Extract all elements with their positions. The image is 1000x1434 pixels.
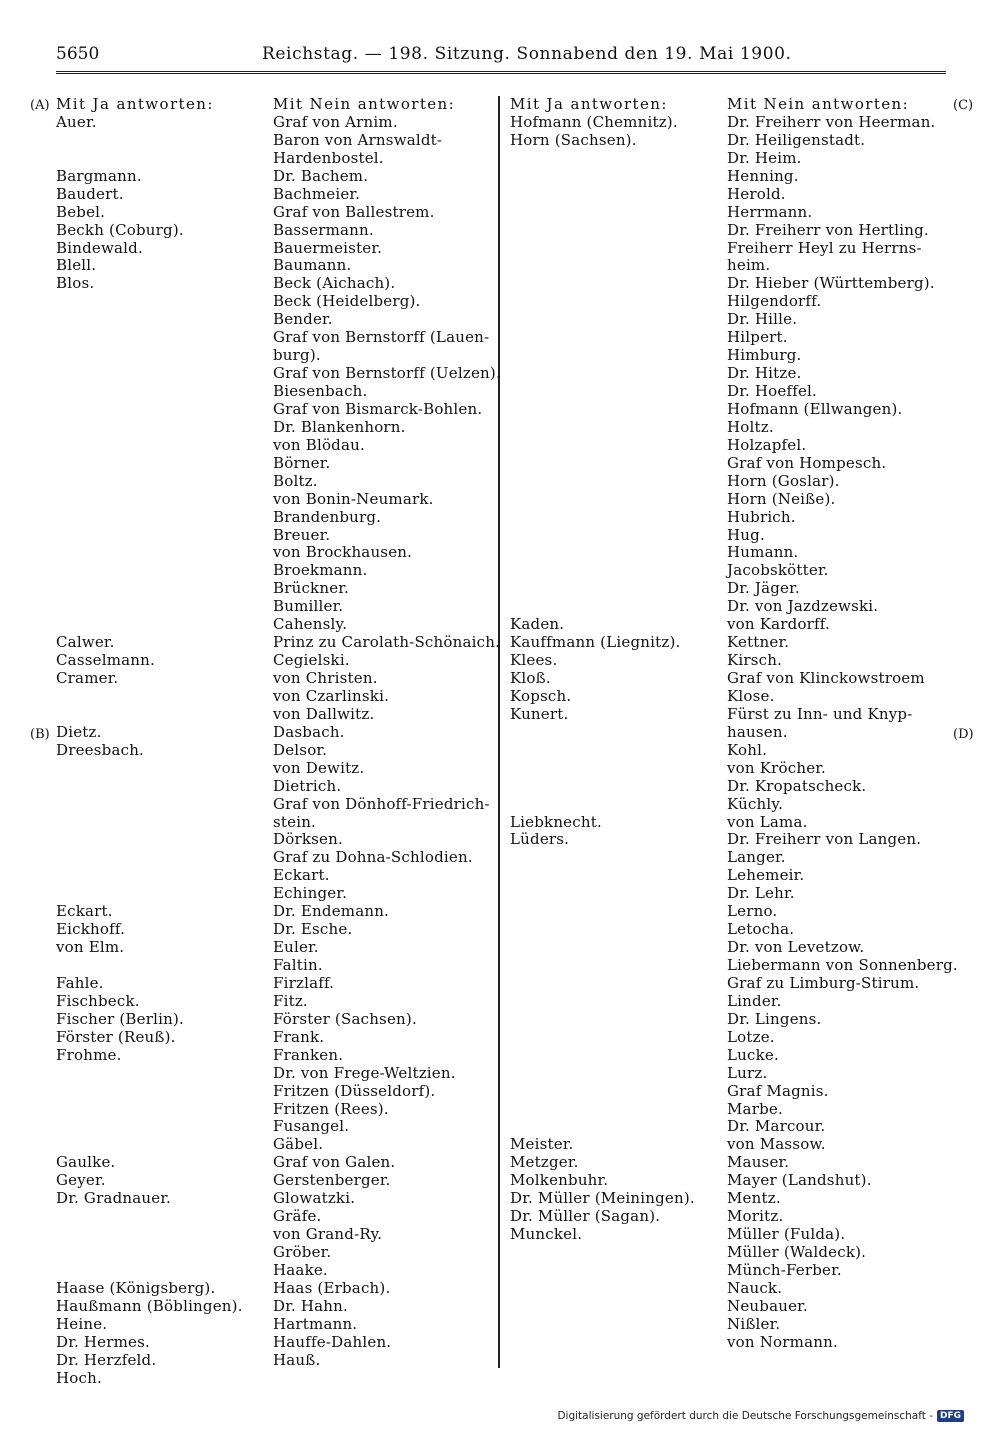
- name-entry: [56, 347, 256, 365]
- name-entry: [510, 742, 720, 760]
- name-entry: Mayer (Landshut).: [727, 1171, 872, 1190]
- name-entry: [56, 509, 256, 527]
- name-entry: [510, 1011, 720, 1029]
- name-entry: [56, 706, 256, 724]
- name-entry: Frohme.: [56, 1045, 122, 1064]
- name-entry: [510, 473, 720, 491]
- name-entry: Fürst zu Inn- und Knyp-: [727, 704, 913, 723]
- name-entry: Müller (Fulda).: [727, 1225, 846, 1244]
- name-entry: Graf von Bismarck-Bohlen.: [273, 399, 483, 418]
- name-entry: Broekmann.: [273, 561, 368, 580]
- name-entry: Eickhoff.: [56, 920, 126, 939]
- name-entry: Neubauer.: [727, 1296, 808, 1315]
- name-entry: Dietrich.: [273, 776, 342, 795]
- name-entry: Graf von Bernstorff (Lauen-: [273, 328, 490, 347]
- name-entry: [510, 778, 720, 796]
- name-entry: [510, 849, 720, 867]
- name-entry: Lehemeir.: [727, 866, 805, 885]
- name-entry: Dr. Müller (Meiningen).: [510, 1189, 695, 1208]
- name-entry: Graf von Dönhoff-Friedrich-: [273, 794, 490, 813]
- column-no-right: [727, 95, 958, 1352]
- page-title: Reichstag. — 198. Sitzung. Sonnabend den 19. Mai 1900.: [262, 44, 792, 64]
- name-entry: Letocha.: [727, 920, 795, 939]
- name-entry: von Brockhausen.: [273, 543, 413, 562]
- name-entry: Brückner.: [273, 579, 349, 598]
- name-entry: Hilgendorff.: [727, 292, 822, 311]
- name-entry: Dr. Hieber (Württemberg).: [727, 274, 935, 293]
- name-entry: Dr. Lingens.: [727, 1009, 822, 1028]
- name-entry: Lüders.: [510, 830, 570, 849]
- name-entry: Haase (Königsberg).: [56, 1278, 216, 1297]
- name-entry: [510, 957, 720, 975]
- name-entry: Graf von Bernstorff (Uelzen).: [273, 364, 501, 383]
- name-entry: Graf zu Limburg-Stirum.: [727, 973, 920, 992]
- name-entry: Bumiller.: [273, 597, 344, 616]
- name-entry: Heine.: [56, 1314, 108, 1333]
- column-heading: Mit Nein antworten:: [273, 95, 456, 113]
- name-entry: [510, 1083, 720, 1101]
- name-entry: [510, 257, 720, 275]
- name-entry: Baron von Arnswaldt-: [273, 130, 443, 149]
- footer-credit: [557, 1410, 964, 1422]
- name-entry: Lotze.: [727, 1027, 775, 1046]
- margin-mark-b: (B): [30, 727, 50, 742]
- name-entry: Bindewald.: [56, 238, 143, 257]
- name-entry: Dr. von Levetzow.: [727, 938, 865, 957]
- name-entry: Langer.: [727, 848, 786, 867]
- name-entry: Bebel.: [56, 202, 106, 221]
- name-entry: Holzapfel.: [727, 435, 807, 454]
- name-entry: Fritzen (Düsseldorf).: [273, 1081, 436, 1100]
- name-entry: Freiherr Heyl zu Herrns-: [727, 238, 922, 257]
- name-entry: Liebermann von Sonnenberg.: [727, 956, 958, 974]
- name-entry: [56, 419, 256, 437]
- name-entry: Dr. Marcour.: [727, 1117, 826, 1136]
- name-entry: Bauermeister.: [273, 238, 383, 257]
- name-entry: [510, 383, 720, 401]
- name-entry: [56, 688, 256, 706]
- name-entry: [510, 580, 720, 598]
- name-entry: Glowatzki.: [273, 1189, 356, 1208]
- name-entry: Hartmann.: [273, 1314, 358, 1333]
- name-entry: [56, 831, 256, 849]
- name-entry: Hauß.: [273, 1350, 321, 1369]
- name-entry: [56, 957, 256, 975]
- margin-mark-a: (A): [30, 98, 50, 113]
- name-entry: Fusangel.: [273, 1117, 350, 1136]
- name-entry: Dörksen.: [273, 830, 343, 849]
- name-entry: Haußmann (Böblingen).: [56, 1296, 243, 1315]
- name-entry: von Christen.: [273, 669, 378, 687]
- name-entry: Dr. Heiligenstadt.: [727, 130, 866, 149]
- name-entry: Jacobskötter.: [727, 561, 829, 580]
- name-entry: [56, 1208, 256, 1226]
- name-entry: Dr. Hille.: [727, 310, 798, 329]
- name-entry: Liebknecht.: [510, 812, 602, 831]
- name-entry: Dr. von Frege-Weltzien.: [273, 1063, 456, 1082]
- column-divider: [498, 96, 500, 1368]
- name-entry: Klees.: [510, 651, 558, 670]
- name-entry: Dr. Gradnauer.: [56, 1189, 172, 1208]
- name-entry: Humann.: [727, 543, 799, 562]
- name-entry: [510, 527, 720, 545]
- name-entry: Linder.: [727, 991, 782, 1010]
- name-entry: [56, 473, 256, 491]
- name-entry: Küchly.: [727, 794, 784, 813]
- name-entry: [56, 616, 256, 634]
- name-entry: [510, 724, 720, 742]
- column-heading: Mit Ja antworten:: [510, 95, 668, 113]
- name-entry: Gäbel.: [273, 1135, 324, 1154]
- name-entry: [510, 329, 720, 347]
- name-entry: Gaulke.: [56, 1153, 116, 1172]
- name-entry: Meister.: [510, 1135, 574, 1154]
- name-entry: Brandenburg.: [273, 507, 382, 526]
- name-entry: Bachmeier.: [273, 184, 361, 203]
- name-entry: [56, 1083, 256, 1101]
- name-entry: Lerno.: [727, 902, 778, 921]
- name-entry: Herrmann.: [727, 202, 813, 221]
- name-entry: Himburg.: [727, 346, 802, 365]
- name-entry: [56, 885, 256, 903]
- name-entry: Dr. Hoeffel.: [727, 382, 818, 400]
- name-entry: [56, 1118, 256, 1136]
- name-entry: von Kardorff.: [727, 615, 830, 634]
- name-entry: Faltin.: [273, 956, 323, 974]
- name-entry: Dr. Endemann.: [273, 902, 390, 921]
- name-entry: Fahle.: [56, 973, 104, 992]
- name-entry: [56, 598, 256, 616]
- name-entry: Herold.: [727, 184, 786, 203]
- name-entry: Förster (Reuß).: [56, 1027, 176, 1046]
- name-entry: Kloß.: [510, 669, 551, 687]
- name-entry: Dr. Lehr.: [727, 884, 795, 903]
- name-entry: [510, 509, 720, 527]
- name-entry: Delsor.: [273, 740, 328, 759]
- name-entry: Kopsch.: [510, 686, 572, 705]
- name-entry: Hardenbostel.: [273, 148, 384, 167]
- name-entry: Holtz.: [727, 417, 774, 436]
- name-entry: Dasbach.: [273, 722, 345, 741]
- name-entry: Bassermann.: [273, 220, 374, 239]
- name-entry: von Massow.: [727, 1135, 826, 1154]
- name-entry: [510, 1101, 720, 1119]
- name-entry: Graf von Ballestrem.: [273, 202, 435, 221]
- name-entry: von Czarlinski.: [273, 686, 390, 705]
- name-entry: [56, 760, 256, 778]
- name-entry: Lurz.: [727, 1063, 768, 1082]
- name-entry: Dr. Heim.: [727, 148, 802, 167]
- name-entry: Cahensly.: [273, 615, 348, 634]
- name-entry: Kauffmann (Liegnitz).: [510, 633, 681, 652]
- name-entry: [56, 383, 256, 401]
- name-entry: Lucke.: [727, 1045, 779, 1064]
- name-entry: Calwer.: [56, 633, 115, 652]
- name-entry: Dr. Herzfeld.: [56, 1350, 157, 1369]
- margin-mark-d: (D): [953, 727, 974, 742]
- name-entry: Förster (Sachsen).: [273, 1009, 417, 1028]
- name-entry: Firzlaff.: [273, 973, 335, 992]
- name-entry: Hofmann (Chemnitz).: [510, 112, 678, 131]
- name-entry: Kohl.: [727, 740, 768, 759]
- name-entry: [510, 544, 720, 562]
- name-entry: Fischbeck.: [56, 991, 140, 1010]
- dfg-logo: DFG: [937, 1410, 964, 1422]
- name-entry: Boltz.: [273, 471, 318, 490]
- name-entry: Horn (Neiße).: [727, 489, 836, 508]
- name-entry: [56, 1101, 256, 1119]
- name-entry: [510, 491, 720, 509]
- name-entry: [56, 1244, 256, 1262]
- name-entry: Kaden.: [510, 615, 565, 634]
- name-entry: [510, 222, 720, 240]
- name-entry: Dr. Freiherr von Hertling.: [727, 220, 929, 239]
- name-entry: [510, 347, 720, 365]
- name-entry: Cegielski.: [273, 651, 350, 670]
- name-entry: Dr. Hitze.: [727, 364, 802, 383]
- name-entry: [510, 150, 720, 168]
- name-entry: [510, 186, 720, 204]
- name-entry: [56, 311, 256, 329]
- name-entry: Euler.: [273, 938, 319, 957]
- name-entry: [510, 311, 720, 329]
- name-entry: Kirsch.: [727, 651, 783, 670]
- name-entry: Dr. Hermes.: [56, 1332, 150, 1351]
- name-entry: Geyer.: [56, 1171, 106, 1190]
- name-entry: Klose.: [727, 686, 775, 705]
- name-entry: Graf von Galen.: [273, 1153, 396, 1172]
- name-entry: hausen.: [727, 722, 788, 741]
- name-entry: Mentz.: [727, 1189, 781, 1208]
- name-entry: Börner.: [273, 453, 331, 472]
- name-entry: Eckart.: [273, 866, 330, 885]
- name-entry: [510, 562, 720, 580]
- name-entry: von Elm.: [56, 938, 125, 957]
- name-entry: [56, 544, 256, 562]
- name-entry: Bargmann.: [56, 166, 142, 185]
- name-entry: [56, 1136, 256, 1154]
- name-entry: [56, 527, 256, 545]
- name-entry: [510, 168, 720, 186]
- name-entry: [510, 1029, 720, 1047]
- name-entry: Dr. von Jazdzewski.: [727, 597, 879, 616]
- name-entry: Blos.: [56, 274, 95, 293]
- name-entry: von Dewitz.: [273, 758, 365, 777]
- name-entry: Graf zu Dohna-Schlodien.: [273, 848, 473, 867]
- name-entry: [510, 401, 720, 419]
- name-entry: [56, 1262, 256, 1280]
- name-entry: Beckh (Coburg).: [56, 220, 184, 239]
- name-entry: [510, 760, 720, 778]
- page-number: 5650: [56, 44, 100, 64]
- name-entry: stein.: [273, 812, 317, 831]
- name-entry: [510, 275, 720, 293]
- name-entry: Baudert.: [56, 184, 124, 203]
- name-entry: [510, 1047, 720, 1065]
- name-entry: [510, 419, 720, 437]
- name-entry: [56, 778, 256, 796]
- name-entry: Dr. Bachem.: [273, 166, 369, 185]
- name-entry: Metzger.: [510, 1153, 579, 1172]
- name-entry: [56, 293, 256, 311]
- name-entry: [56, 491, 256, 509]
- name-entry: Molkenbuhr.: [510, 1171, 609, 1190]
- name-entry: Munckel.: [510, 1225, 583, 1244]
- name-entry: Nauck.: [727, 1278, 783, 1297]
- name-entry: [510, 867, 720, 885]
- name-entry: Dr. Freiherr von Heerman.: [727, 112, 936, 131]
- name-entry: [510, 437, 720, 455]
- name-entry: Horn (Goslar).: [727, 471, 840, 490]
- name-entry: Hubrich.: [727, 507, 796, 526]
- name-entry: Moritz.: [727, 1207, 784, 1226]
- name-entry: [510, 293, 720, 311]
- name-entry: von Dallwitz.: [273, 704, 375, 723]
- name-entry: [510, 1065, 720, 1083]
- name-entry: Hofmann (Ellwangen).: [727, 399, 903, 418]
- name-entry: Biesenbach.: [273, 382, 368, 400]
- name-entry: Horn (Sachsen).: [510, 130, 637, 149]
- name-entry: Baumann.: [273, 256, 352, 275]
- name-entry: [56, 455, 256, 473]
- name-entry: Hoch.: [56, 1368, 102, 1387]
- name-entry: [56, 580, 256, 598]
- name-entry: Frank.: [273, 1027, 325, 1046]
- name-entry: Cramer.: [56, 669, 119, 687]
- name-entry: [56, 814, 256, 832]
- name-entry: Kettner.: [727, 633, 790, 652]
- name-entry: Dr. Esche.: [273, 920, 353, 939]
- column-yes-left: [56, 96, 256, 1388]
- name-entry: Kunert.: [510, 704, 569, 723]
- name-entry: [510, 240, 720, 258]
- name-entry: Hauffe-Dahlen.: [273, 1332, 392, 1351]
- name-entry: Dr. Jäger.: [727, 579, 800, 598]
- name-entry: [56, 365, 256, 383]
- name-entry: [510, 204, 720, 222]
- name-entry: Haas (Erbach).: [273, 1278, 391, 1297]
- name-entry: [56, 562, 256, 580]
- header-rule: [56, 71, 946, 74]
- column-no-left: [273, 95, 501, 1370]
- name-entry: von Lama.: [727, 812, 808, 831]
- name-entry: [56, 437, 256, 455]
- name-entry: von Kröcher.: [727, 758, 826, 777]
- name-entry: Nißler.: [727, 1314, 781, 1333]
- name-entry: [510, 903, 720, 921]
- name-entry: Bender.: [273, 310, 333, 329]
- name-entry: Blell.: [56, 256, 97, 275]
- name-entry: Echinger.: [273, 884, 348, 903]
- name-entry: Münch-Ferber.: [727, 1260, 842, 1279]
- name-entry: [510, 993, 720, 1011]
- name-entry: Dr. Freiherr von Langen.: [727, 830, 922, 849]
- footer-text: Digitalisierung gefördert durch die Deutsche Forschungsgemeinschaft -: [557, 1410, 933, 1422]
- name-entry: Gröber.: [273, 1243, 332, 1261]
- name-entry: [56, 329, 256, 347]
- name-entry: Beck (Aichach).: [273, 274, 396, 293]
- name-entry: [510, 975, 720, 993]
- name-entry: Marbe.: [727, 1099, 783, 1118]
- name-entry: [56, 1226, 256, 1244]
- name-entry: Graf von Hompesch.: [727, 453, 887, 472]
- name-entry: burg).: [273, 346, 321, 365]
- page-header: [56, 44, 946, 68]
- name-entry: Hilpert.: [727, 328, 788, 347]
- name-entry: [56, 401, 256, 419]
- name-entry: Dreesbach.: [56, 740, 145, 759]
- margin-mark-c: (C): [953, 98, 974, 113]
- name-entry: Franken.: [273, 1045, 344, 1064]
- name-entry: [510, 939, 720, 957]
- name-entry: [56, 796, 256, 814]
- name-entry: Fischer (Berlin).: [56, 1009, 184, 1028]
- name-entry: Graf Magnis.: [727, 1081, 829, 1100]
- name-entry: Mauser.: [727, 1153, 790, 1172]
- name-entry: Casselmann.: [56, 651, 155, 670]
- name-entry: [56, 150, 256, 168]
- name-entry: Beck (Heidelberg).: [273, 292, 421, 311]
- name-entry: Auer.: [56, 112, 97, 131]
- name-entry: Graf von Arnim.: [273, 112, 398, 131]
- name-entry: [56, 1065, 256, 1083]
- name-entry: Müller (Waldeck).: [727, 1243, 867, 1261]
- name-entry: [510, 598, 720, 616]
- name-entry: Eckart.: [56, 902, 113, 921]
- name-entry: [510, 1118, 720, 1136]
- column-heading: Mit Ja antworten:: [56, 95, 214, 113]
- name-entry: Breuer.: [273, 525, 331, 544]
- name-entry: von Blödau.: [273, 435, 365, 454]
- name-entry: Prinz zu Carolath-Schönaich.: [273, 633, 501, 652]
- name-entry: von Grand-Ry.: [273, 1225, 383, 1244]
- name-entry: Dietz.: [56, 722, 102, 741]
- name-entry: Dr. Müller (Sagan).: [510, 1207, 661, 1226]
- name-entry: [56, 849, 256, 867]
- name-entry: Gräfe.: [273, 1207, 322, 1226]
- name-entry: [510, 455, 720, 473]
- name-entry: Fritzen (Rees).: [273, 1099, 389, 1118]
- name-entry: Fitz.: [273, 991, 308, 1010]
- name-entry: Haake.: [273, 1260, 328, 1279]
- name-entry: Henning.: [727, 166, 799, 185]
- name-entry: Dr. Kropatscheck.: [727, 776, 867, 795]
- name-entry: Gerstenberger.: [273, 1171, 391, 1190]
- column-heading: Mit Nein antworten:: [727, 95, 910, 113]
- name-entry: [510, 885, 720, 903]
- name-entry: [510, 365, 720, 383]
- name-entry: Dr. Hahn.: [273, 1296, 348, 1315]
- name-entry: heim.: [727, 256, 771, 275]
- name-entry: von Normann.: [727, 1332, 838, 1351]
- name-entry: [56, 867, 256, 885]
- name-entry: Graf von Klinckowstroem: [727, 669, 925, 687]
- name-entry: Hug.: [727, 525, 765, 544]
- name-entry: [510, 921, 720, 939]
- name-entry: [56, 132, 256, 150]
- name-entry: von Bonin-Neumark.: [273, 489, 434, 508]
- column-yes-right: [510, 96, 720, 1244]
- name-entry: [510, 796, 720, 814]
- name-entry: Dr. Blankenhorn.: [273, 417, 406, 436]
